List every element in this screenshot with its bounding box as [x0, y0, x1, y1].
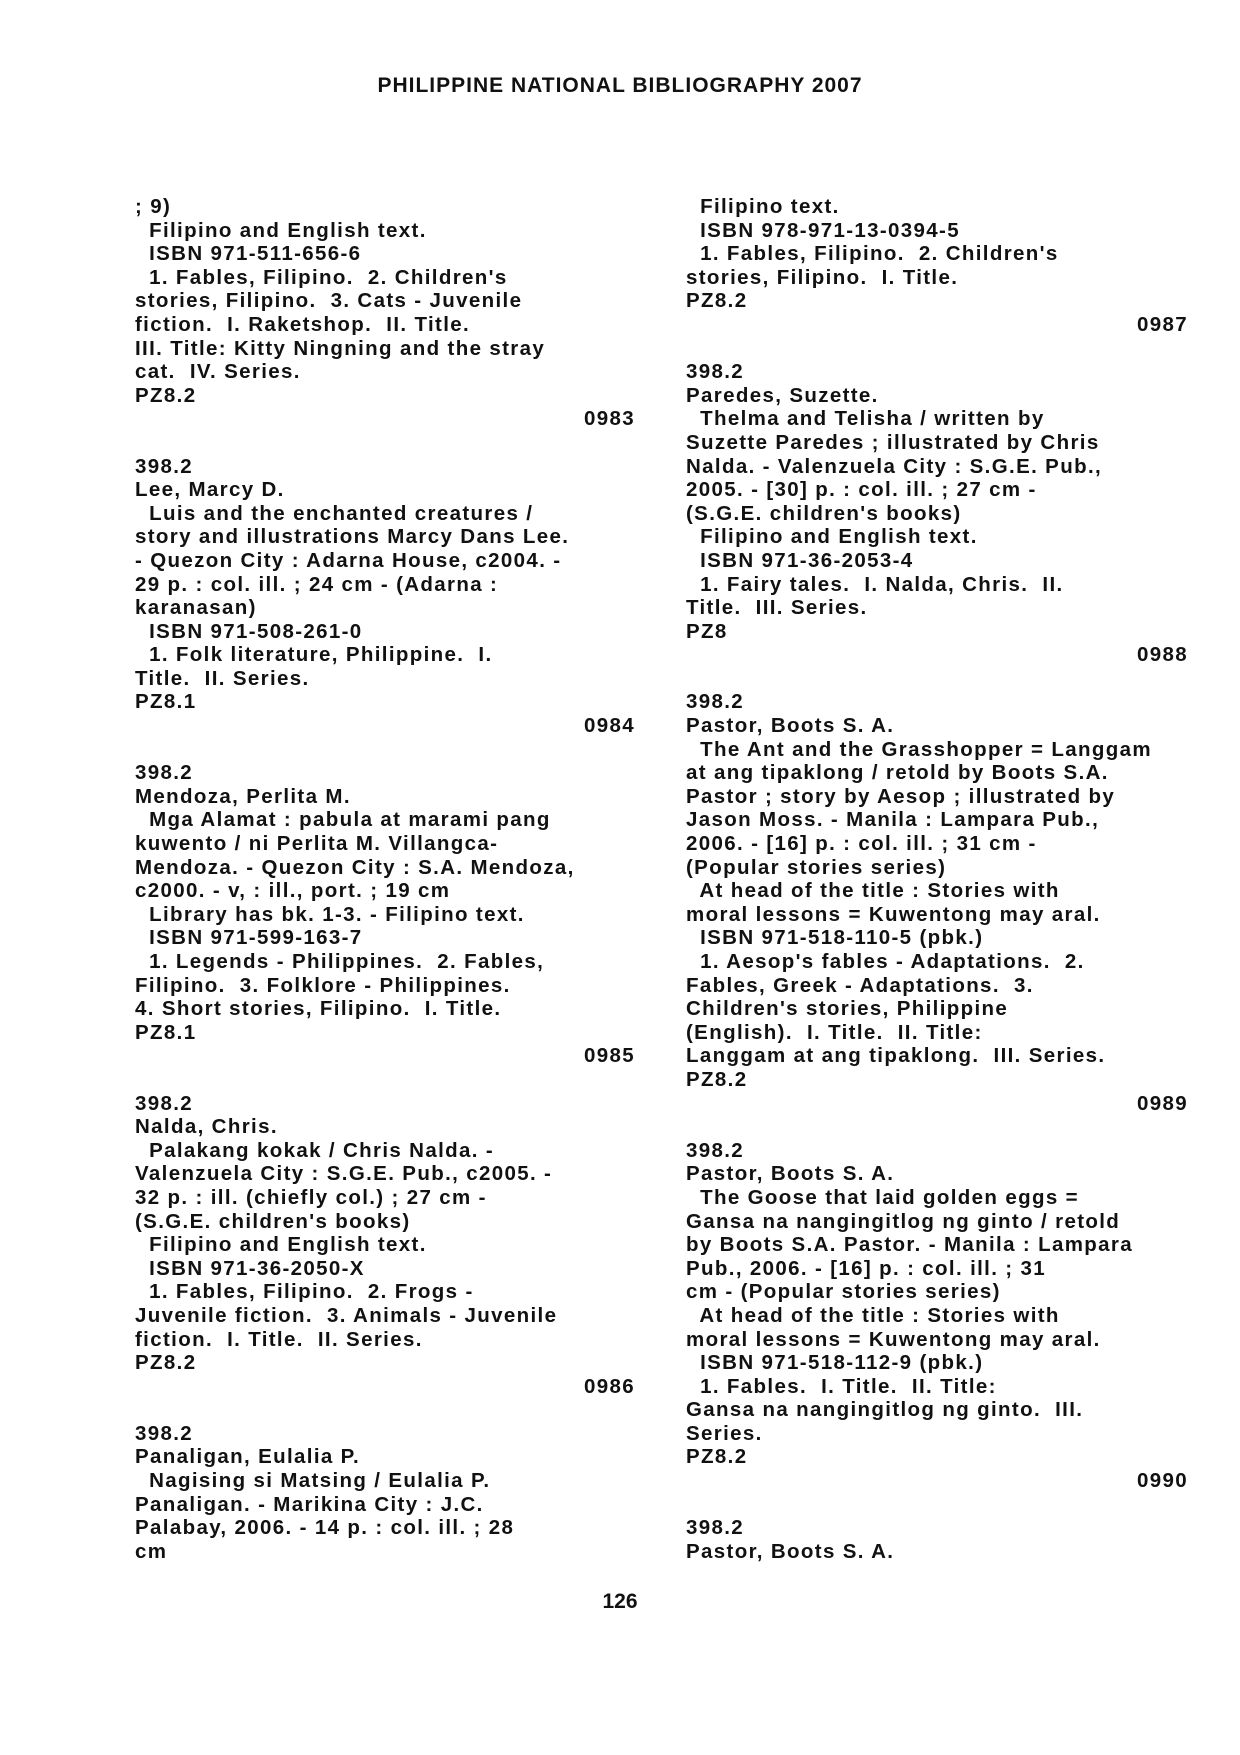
- catalog-line: 1. Fables. I. Title. II. Title:: [686, 1374, 997, 1398]
- catalog-line: 29 p. : col. ill. ; 24 cm - (Adarna :: [135, 572, 499, 596]
- catalog-line: Palabay, 2006. - 14 p. : col. ill. ; 28: [135, 1516, 515, 1540]
- page-title: PHILIPPINE NATIONAL BIBLIOGRAPHY 2007: [377, 74, 863, 97]
- catalog-line: Title. III. Series.: [686, 596, 868, 620]
- catalog-line: PZ8.2: [135, 1351, 197, 1375]
- catalog-line: [135, 738, 635, 762]
- catalog-line: cm: [135, 1539, 168, 1563]
- catalog-line: Mga Alamat : pabula at marami pang: [135, 808, 551, 832]
- catalog-line: Series.: [686, 1421, 763, 1445]
- catalog-line: Mendoza. - Quezon City : S.A. Mendoza,: [135, 855, 575, 879]
- catalog-line: Filipino text.: [686, 195, 840, 218]
- catalog-line: 398.2: [686, 690, 745, 714]
- catalog-line: 1. Fairy tales. I. Nalda, Chris. II.: [686, 572, 1064, 596]
- catalog-line: stories, Filipino. 3. Cats - Juvenile: [135, 289, 523, 313]
- entry-number: 0984: [583, 714, 635, 738]
- catalog-line: story and illustrations Marcy Dans Lee.: [135, 525, 570, 549]
- catalog-line: ISBN 971-599-163-7: [135, 926, 363, 950]
- catalog-line: ISBN 971-36-2050-X: [135, 1256, 365, 1280]
- catalog-line: ISBN 971-508-261-0: [135, 619, 363, 643]
- catalog-line: ; 9): [135, 195, 172, 218]
- catalog-line: (S.G.E. children's books): [686, 501, 962, 525]
- catalog-line: 398.2: [135, 1421, 194, 1445]
- catalog-line: Thelma and Telisha / written by: [686, 407, 1045, 431]
- catalog-line: [135, 1068, 635, 1092]
- catalog-line: 398.2: [686, 360, 745, 384]
- catalog-line: 4. Short stories, Filipino. I. Title.: [135, 997, 502, 1021]
- catalog-line: Children's stories, Philippine: [686, 997, 1009, 1021]
- catalog-line: Pastor, Boots S. A.: [686, 1162, 895, 1186]
- catalog-line: Nalda. - Valenzuela City : S.G.E. Pub.,: [686, 454, 1103, 478]
- catalog-line: At head of the title : Stories with: [686, 879, 1060, 903]
- catalog-line: karanasan): [135, 596, 257, 620]
- left-column: [135, 195, 635, 1563]
- catalog-line: 1. Aesop's fables - Adaptations. 2.: [686, 950, 1085, 973]
- entry-number: 0986: [583, 1374, 635, 1398]
- catalog-line: c2000. - v, : ill., port. ; 19 cm: [135, 879, 451, 903]
- catalog-line: cm - (Popular stories series): [686, 1280, 1001, 1304]
- catalog-line: ISBN 971-511-656-6: [135, 242, 362, 266]
- catalog-line: Pastor, Boots S. A.: [686, 1539, 895, 1563]
- catalog-line: Pastor ; story by Aesop ; illustrated by: [686, 784, 1116, 808]
- catalog-line: 1. Folk literature, Philippine. I.: [135, 643, 493, 667]
- catalog-line: [686, 1493, 1188, 1517]
- catalog-line: Paredes, Suzette.: [686, 383, 879, 407]
- catalog-line: Pastor, Boots S. A.: [686, 714, 895, 738]
- catalog-line: Panaligan, Eulalia P.: [135, 1445, 361, 1469]
- catalog-line: 398.2: [686, 1516, 745, 1540]
- catalog-line: Langgam at ang tipaklong. III. Series.: [686, 1044, 1106, 1068]
- catalog-line: Title. II. Series.: [135, 666, 310, 690]
- entry-number: 0985: [583, 1044, 635, 1068]
- catalog-line: Valenzuela City : S.G.E. Pub., c2005. -: [135, 1162, 553, 1186]
- catalog-line: Luis and the enchanted creatures /: [135, 501, 534, 525]
- catalog-line: The Ant and the Grasshopper = Langgam: [686, 737, 1152, 761]
- catalog-line: Nagising si Matsing / Eulalia P.: [135, 1469, 491, 1493]
- entry-number: 0989: [1136, 1091, 1188, 1115]
- catalog-line: Nalda, Chris.: [135, 1115, 278, 1139]
- catalog-line: PZ8.2: [686, 289, 748, 313]
- catalog-line: Filipino and English text.: [135, 1233, 427, 1257]
- catalog-line: Pub., 2006. - [16] p. : col. ill. ; 31: [686, 1256, 1047, 1280]
- catalog-line: 1. Fables, Filipino. 2. Children's: [686, 242, 1059, 266]
- catalog-line: [686, 1115, 1188, 1139]
- catalog-line: PZ8.1: [135, 1020, 197, 1044]
- catalog-line: Fables, Greek - Adaptations. 3.: [686, 973, 1034, 997]
- catalog-line: Library has bk. 1-3. - Filipino text.: [135, 902, 525, 926]
- catalog-line: moral lessons = Kuwentong may aral.: [686, 1327, 1101, 1351]
- catalog-line: Filipino and English text.: [135, 218, 427, 242]
- catalog-line: moral lessons = Kuwentong may aral.: [686, 902, 1101, 926]
- catalog-line: 1. Fables, Filipino. 2. Children's: [135, 265, 508, 289]
- catalog-line: [135, 1398, 635, 1422]
- catalog-line: 398.2: [135, 1091, 194, 1115]
- catalog-line: PZ8.1: [135, 690, 197, 714]
- catalog-line: 398.2: [135, 454, 194, 478]
- entry-number: 0990: [1136, 1469, 1188, 1493]
- catalog-line: 1. Legends - Philippines. 2. Fables,: [135, 950, 545, 973]
- catalog-line: at ang tipaklong / retold by Boots S.A.: [686, 761, 1109, 785]
- catalog-line: (S.G.E. children's books): [135, 1209, 411, 1233]
- entry-number: 0988: [1136, 643, 1188, 667]
- catalog-line: Filipino and English text.: [686, 525, 978, 549]
- catalog-line: kuwento / ni Perlita M. Villangca-: [135, 832, 499, 856]
- catalog-line: Jason Moss. - Manila : Lampara Pub.,: [686, 808, 1100, 832]
- catalog-line: [686, 667, 1188, 691]
- catalog-line: 398.2: [135, 761, 194, 785]
- catalog-line: [135, 431, 635, 455]
- catalog-line: ISBN 978-971-13-0394-5: [686, 218, 960, 242]
- catalog-line: Gansa na nangingitlog ng ginto. III.: [686, 1398, 1084, 1422]
- catalog-line: PZ8.2: [135, 383, 197, 407]
- catalog-line: (English). I. Title. II. Title:: [686, 1020, 983, 1044]
- catalog-line: Lee, Marcy D.: [135, 478, 285, 502]
- catalog-line: Filipino. 3. Folklore - Philippines.: [135, 973, 511, 997]
- catalog-line: fiction. I. Raketshop. II. Title.: [135, 312, 471, 336]
- catalog-line: Gansa na nangingitlog ng ginto / retold: [686, 1209, 1121, 1233]
- catalog-line: PZ8.2: [686, 1067, 748, 1091]
- catalog-line: 1. Fables, Filipino. 2. Frogs -: [135, 1280, 474, 1304]
- catalog-line: III. Title: Kitty Ningning and the stray: [135, 336, 546, 360]
- catalog-line: 32 p. : ill. (chiefly col.) ; 27 cm -: [135, 1185, 487, 1209]
- catalog-line: Juvenile fiction. 3. Animals - Juvenile: [135, 1303, 558, 1327]
- catalog-line: 398.2: [686, 1138, 745, 1162]
- catalog-line: [686, 337, 1188, 361]
- catalog-line: Suzette Paredes ; illustrated by Chris: [686, 430, 1100, 454]
- catalog-line: 2006. - [16] p. : col. ill. ; 31 cm -: [686, 832, 1037, 856]
- page-number: 126: [602, 1590, 638, 1613]
- catalog-line: ISBN 971-36-2053-4: [686, 548, 914, 572]
- right-column: [686, 195, 1188, 1563]
- catalog-line: (Popular stories series): [686, 855, 947, 879]
- catalog-line: by Boots S.A. Pastor. - Manila : Lampara: [686, 1233, 1134, 1257]
- catalog-line: PZ8: [686, 619, 728, 643]
- catalog-line: fiction. I. Title. II. Series.: [135, 1327, 423, 1351]
- catalog-line: stories, Filipino. I. Title.: [686, 265, 959, 289]
- catalog-line: The Goose that laid golden eggs =: [686, 1185, 1079, 1209]
- catalog-line: - Quezon City : Adarna House, c2004. -: [135, 548, 562, 572]
- catalog-line: PZ8.2: [686, 1445, 748, 1469]
- catalog-line: ISBN 971-518-110-5 (pbk.): [686, 926, 984, 950]
- entry-number: 0987: [1136, 312, 1188, 336]
- catalog-line: Mendoza, Perlita M.: [135, 784, 351, 808]
- catalog-line: 2005. - [30] p. : col. ill. ; 27 cm -: [686, 478, 1037, 502]
- catalog-line: cat. IV. Series.: [135, 360, 301, 384]
- catalog-line: At head of the title : Stories with: [686, 1303, 1060, 1327]
- catalog-line: Panaligan. - Marikina City : J.C.: [135, 1492, 484, 1516]
- catalog-line: Palakang kokak / Chris Nalda. -: [135, 1138, 495, 1162]
- catalog-line: ISBN 971-518-112-9 (pbk.): [686, 1351, 984, 1375]
- entry-number: 0983: [583, 407, 635, 431]
